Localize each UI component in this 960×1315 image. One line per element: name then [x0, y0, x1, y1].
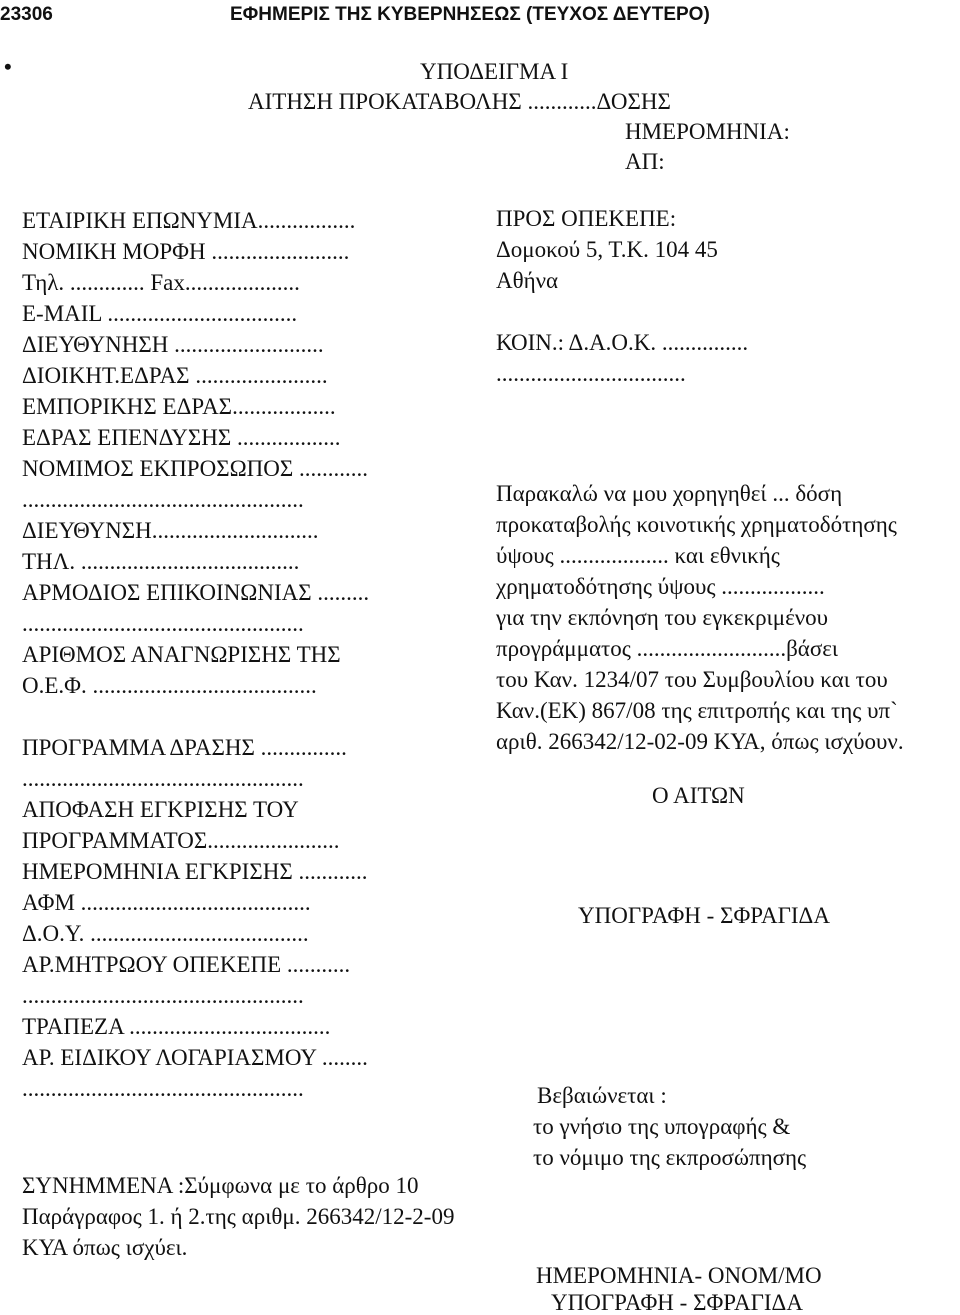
recipient-cc: ΚΟΙΝ.: Δ.Α.Ο.Κ. ............... — [496, 330, 749, 355]
certification-signature: το γνήσιο της υπογραφής & — [533, 1114, 791, 1139]
form-field-line: ΕΜΠΟΡΙΚΗΣ ΕΔΡΑΣ.................. — [22, 394, 336, 419]
recipient-address: Δομοκού 5, Τ.Κ. 104 45 — [496, 237, 718, 262]
protocol-label: ΑΠ: — [625, 149, 665, 174]
applicant-label: Ο ΑΙΤΩΝ — [652, 783, 745, 808]
form-field-line: E-MAIL ................................. — [22, 301, 298, 326]
applicant-fields — [22, 205, 442, 1104]
form-field-line — [22, 701, 442, 732]
gazette-title: ΕΦΗΜΕΡΙΣ ΤΗΣ ΚΥΒΕΡΝΗΣΕΩΣ (ΤΕΥΧΟΣ ΔΕΥΤΕΡΟ) — [230, 4, 710, 25]
form-field-line: ΑΡΙΘΜΟΣ ΑΝΑΓΝΩΡΙΣΗΣ ΤΗΣ — [22, 642, 341, 667]
form-field-line: ΑΡ. ΕΙΔΙΚΟΥ ΛΟΓΑΡΙΑΣΜΟΥ ........ — [22, 1045, 368, 1070]
form-field-line: ΗΜΕΡΟΜΗΝΙΑ ΕΓΚΡΙΣΗΣ ............ — [22, 859, 368, 884]
request-line: ύψους ................... και εθνικής — [496, 543, 780, 568]
certification-representation: το νόμιμο της εκπροσώπησης — [533, 1145, 807, 1170]
form-field-line: ΤΡΑΠΕΖΑ ................................... — [22, 1014, 331, 1039]
bullet-mark: • — [4, 54, 12, 79]
request-line: χρηματοδότησης ύψους .................. — [496, 574, 825, 599]
form-field-line: ΔΙΕΥΘΥΝΗΣΗ .......................... — [22, 332, 324, 357]
form-field-line: ................................................. — [22, 766, 304, 791]
footer-signature-stamp: ΥΠΟΓΡΑΦΗ - ΣΦΡΑΓΙΔΑ — [551, 1290, 803, 1315]
form-field-line: ΔΙΟΙΚΗΤ.ΕΔΡΑΣ ....................... — [22, 363, 328, 388]
request-line: αριθ. 266342/12-02-09 ΚΥΑ, όπως ισχύουν. — [496, 729, 904, 754]
form-field-line: ................................................. — [22, 611, 304, 636]
certification-title: Βεβαιώνεται : — [537, 1083, 667, 1108]
form-field-line: ΑΠΟΦΑΣΗ ΕΓΚΡΙΣΗΣ ΤΟΥ — [22, 797, 299, 822]
request-line: για την εκπόνηση του εγκεκριμένου — [496, 605, 829, 630]
footer-date-name: ΗΜΕΡΟΜΗΝΙΑ- ΟΝΟΜ/ΜΟ — [536, 1263, 822, 1288]
form-field-line: ................................................. — [22, 487, 304, 512]
form-field-line: ΤΗΛ. ...................................... — [22, 549, 300, 574]
attachments-line1: ΣΥΝΗΜΜΕΝΑ :Σύμφωνα με το άρθρο 10 — [22, 1173, 419, 1198]
form-field-line: ΠΡΟΓΡΑΜΜΑΤΟΣ....................... — [22, 828, 340, 853]
form-field-line: ΠΡΟΓΡΑΜΜΑ ΔΡΑΣΗΣ ............... — [22, 735, 347, 760]
form-field-line: ΝΟΜΙΚΗ ΜΟΡΦΗ ........................ — [22, 239, 350, 264]
form-field-line: ΑΦΜ ........................................ — [22, 890, 311, 915]
request-line: προγράμματος ..........................βάσει — [496, 636, 839, 661]
form-field-line: Δ.Ο.Υ. ...................................... — [22, 921, 309, 946]
page-number: 23306 — [0, 4, 53, 25]
recipient-cc-dots: ................................. — [496, 361, 686, 386]
form-field-line: ................................................. — [22, 983, 304, 1008]
attachments-line2: Παράγραφος 1. ή 2.της αριθμ. 266342/12-2-09 — [22, 1204, 455, 1229]
request-text — [496, 478, 956, 757]
recipient-city: Αθήνα — [496, 268, 559, 293]
form-field-line: ................................................. — [22, 1076, 304, 1101]
form-field-line: Ο.Ε.Φ. ....................................... — [22, 673, 317, 698]
request-line: προκαταβολής κοινοτικής χρηματοδότησης — [496, 512, 897, 537]
form-field-line: ΔΙΕΥΘΥΝΣΗ............................. — [22, 518, 319, 543]
form-field-line: Τηλ. ............. Fax.................... — [22, 270, 300, 295]
title-request: ΑΙΤΗΣΗ ΠΡΟΚΑΤΑΒΟΛΗΣ ............ΔΟΣΗΣ — [248, 89, 671, 114]
form-field-line: ΑΡΜΟΔΙΟΣ ΕΠΙΚΟΙΝΩΝΙΑΣ ......... — [22, 580, 370, 605]
title-model: ΥΠΟΔΕΙΓΜΑ Ι — [420, 59, 569, 84]
attachments-line3: ΚΥΑ όπως ισχύει. — [22, 1235, 188, 1260]
date-label: ΗΜΕΡΟΜΗΝΙΑ: — [625, 119, 790, 144]
gazette-header — [0, 4, 960, 30]
request-line: Παρακαλώ να μου χορηγηθεί ... δόση — [496, 481, 843, 506]
form-field-line: ΑΡ.ΜΗΤΡΩΟΥ ΟΠΕΚΕΠΕ ........... — [22, 952, 351, 977]
form-field-line: ΕΤΑΙΡΙΚΗ ΕΠΩΝΥΜΙΑ................. — [22, 208, 356, 233]
form-field-line: ΝΟΜΙΜΟΣ ΕΚΠΡΟΣΩΠΟΣ ............ — [22, 456, 369, 481]
signature-stamp-label: ΥΠΟΓΡΑΦΗ - ΣΦΡΑΓΙΔΑ — [578, 903, 830, 928]
request-line: Καν.(ΕΚ) 867/08 της επιτροπής και της υπ` — [496, 698, 898, 723]
request-line: του Καν. 1234/07 του Συμβουλίου και του — [496, 667, 888, 692]
form-field-line: ΕΔΡΑΣ ΕΠΕΝΔΥΣΗΣ .................. — [22, 425, 341, 450]
recipient-to: ΠΡΟΣ ΟΠΕΚΕΠΕ: — [496, 206, 677, 231]
